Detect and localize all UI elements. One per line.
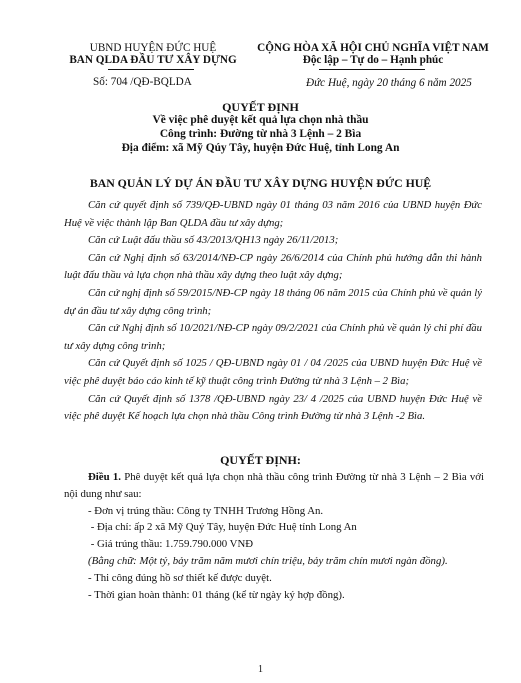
decision-title: QUYẾT ĐỊNH [222, 100, 299, 114]
decision-project: Công trình: Đường từ nhà 3 Lệnh – 2 Bìa [159, 128, 362, 140]
legal-basis-item: Căn cứ quyết định số 739/QĐ-UBND ngày 01 tháng 03 năm 2016 của UBND huyện Đức Huệ về việc thành lập Ban QLDA đầu tư xây dựng; [64, 199, 482, 229]
amount-in-words: (Bằng chữ: Một tỷ, bảy trăm năm mươi chín triệu, bảy trăm chín mươi ngàn đồng). [88, 554, 448, 567]
issuing-authority: BAN QUẢN LÝ DỰ ÁN ĐẦU TƯ XÂY DỰNG HUYỆN ĐỨC HUỆ [89, 176, 432, 190]
article-1 [64, 469, 484, 603]
decision-heading: QUYẾT ĐỊNH: [220, 453, 301, 467]
place-and-date: Đức Huệ, ngày 20 tháng 6 năm 2025 [306, 77, 472, 89]
article-text: Phê duyệt kết quả lựa chọn nhà thầu công trình Đường từ nhà 3 Lệnh – 2 Bìa với nội dung như sau: [64, 471, 484, 500]
national-motto: Độc lập – Tự do – Hạnh phúc [302, 54, 444, 66]
legal-bases [64, 197, 482, 426]
contractor-item: - Đơn vị trúng thầu: Công ty TNHH Trương Hồng An. [88, 504, 324, 517]
agency-underline [108, 69, 194, 70]
national-title: CỘNG HÒA XÃ HỘI CHỦ NGHĨA VIỆT NAM [257, 42, 489, 54]
page-number: 1 [258, 664, 263, 675]
legal-basis-item: Căn cứ nghị định số 59/2015/NĐ-CP ngày 18 tháng 06 năm 2015 của Chính phủ về quản lý dự án đầu tư xây dựng công trình; [64, 286, 482, 317]
agency-name: UBND HUYỆN ĐỨC HUỆ [89, 42, 217, 54]
motto-underline [319, 69, 425, 70]
design-item: - Thi công đúng hồ sơ thiết kế được duyệt. [88, 571, 272, 584]
legal-basis-item: Căn cứ Luật đấu thầu số 43/2013/QH13 ngày 26/11/2013; [88, 234, 339, 247]
legal-basis-item: Căn cứ Quyết định số 1378 /QĐ-UBND ngày 23/ 4 /2025 của UBND huyện Đức Huệ về việc phê duyệt Kế hoạch lựa chọn nhà thầu Công trình Đường từ nhà 3 Lệnh -2 Bìa. [64, 392, 482, 423]
duration-item: - Thời gian hoàn thành: 01 tháng (kể từ ngày ký hợp đồng). [88, 588, 345, 601]
decision-location: Địa điểm: xã Mỹ Qúy Tây, huyện Đức Huệ, tỉnh Long An [121, 142, 400, 154]
legal-basis-item: Căn cứ Nghị định số 10/2021/NĐ-CP ngày 09/2/2021 của Chính phủ về quản lý chi phí đầu tư xây dựng công trình; [64, 322, 482, 352]
legal-basis-item: Căn cứ Quyết định số 1025 / QĐ-UBND ngày 01 / 04 /2025 của UBND huyện Đức Huệ về việc phê duyệt báo cáo kinh tế kỹ thuật công trình Đường từ nhà 3 Lệnh – 2 Bìa; [64, 357, 482, 387]
article-1-intro [64, 469, 484, 503]
agency-department: BAN QLDA ĐẦU TƯ XÂY DỰNG [69, 54, 237, 66]
legal-basis-item: Căn cứ Nghị định số 63/2014/NĐ-CP ngày 26/6/2014 của Chính phủ hướng dẫn thi hành luật đấu thầu và lựa chọn nhà thầu xây dựng theo luật xây dựng; [64, 251, 482, 282]
address-item: - Địa chỉ: ấp 2 xã Mỹ Quý Tây, huyện Đức Huệ tỉnh Long An [88, 521, 357, 534]
decision-subject: Về việc phê duyệt kết quả lựa chọn nhà thầu [152, 114, 369, 126]
document-number: Số: 704 /QĐ-BQLDA [93, 76, 192, 88]
article-label: Điều 1. [88, 471, 121, 483]
price-item: - Giá trúng thầu: 1.759.790.000 VNĐ [88, 538, 254, 551]
